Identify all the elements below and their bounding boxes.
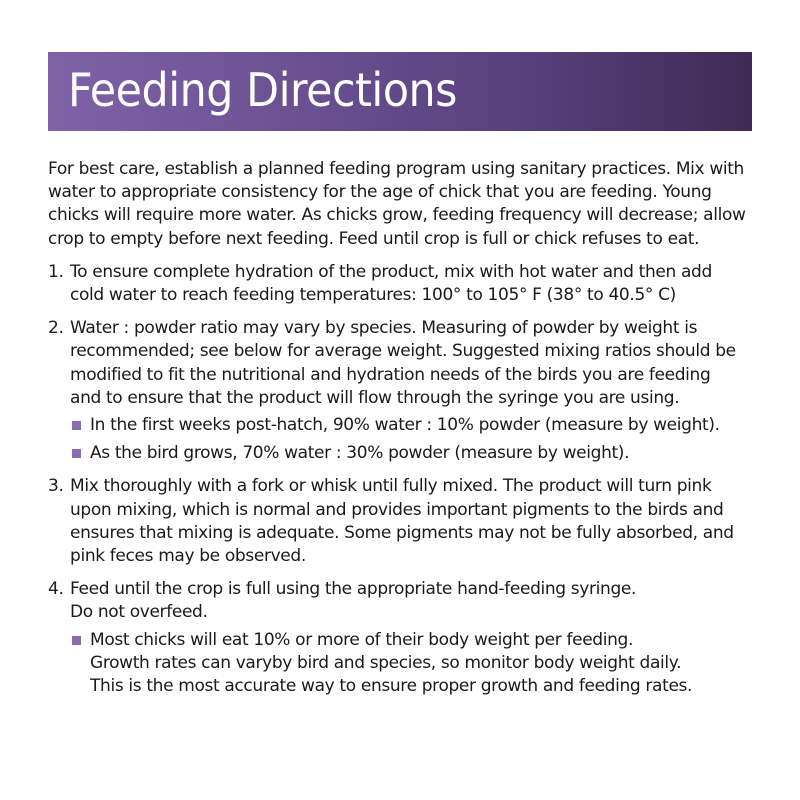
step-line: ensures that mixing is adequate. Some pigments may not be fully absorbed, and <box>70 522 734 543</box>
sub-bullet-list <box>70 629 768 699</box>
square-bullet-icon <box>72 421 81 430</box>
step-1 <box>48 261 768 307</box>
step-number: 2. <box>48 318 64 339</box>
intro-line: For best care, establish a planned feeding program using sanitary practices. Mix with <box>48 159 744 179</box>
step-line: Do not overfeed. <box>70 602 208 623</box>
step-number: 4. <box>48 579 64 600</box>
sub-bullet <box>70 414 768 437</box>
step-2 <box>48 317 768 465</box>
step-line: upon mixing, which is normal and provides important pigments to the birds and <box>70 499 724 520</box>
sub-bullet-line: As the bird grows, 70% water : 30% powder (measure by weight). <box>90 443 630 464</box>
intro-line: chicks will require more water. As chicks grow, feeding frequency will decrease; allow <box>48 205 746 226</box>
step-line: recommended; see below for average weight. Suggested mixing ratios should be <box>70 341 736 362</box>
square-bullet-icon <box>72 449 81 458</box>
intro-line: water to appropriate consistency for the age of chick that you are feeding. Young <box>48 182 712 203</box>
steps-list <box>48 261 768 698</box>
step-line: and to ensure that the product will flow through the syringe you are using. <box>70 387 680 408</box>
sub-bullet-line: In the first weeks post-hatch, 90% water : 10% powder (measure by weight). <box>90 415 720 436</box>
step-3 <box>48 475 768 568</box>
intro-line: crop to empty before next feeding. Feed until crop is full or chick refuses to eat. <box>48 228 700 249</box>
step-line: modified to fit the nutritional and hydration needs of the birds you are feeding <box>70 364 711 385</box>
page-title: Feeding Directions <box>68 63 458 117</box>
step-line: Feed until the crop is full using the appropriate hand-feeding syringe. <box>70 579 637 600</box>
sub-bullet-line: Most chicks will eat 10% or more of their body weight per feeding. <box>90 629 634 650</box>
step-line: Water : powder ratio may vary by species. Measuring of powder by weight is <box>70 318 698 339</box>
step-line: cold water to reach feeding temperatures: 100° to 105° F (38° to 40.5° C) <box>70 285 676 306</box>
sub-bullet-list <box>70 414 768 465</box>
step-number: 3. <box>48 476 64 497</box>
sub-bullet <box>70 629 768 699</box>
step-4 <box>48 578 768 698</box>
sub-bullet-line: This is the most accurate way to ensure proper growth and feeding rates. <box>90 676 693 697</box>
step-line: Mix thoroughly with a fork or whisk until fully mixed. The product will turn pink <box>70 476 712 497</box>
feeding-directions-body <box>48 158 768 708</box>
header-banner <box>48 52 752 131</box>
step-line: To ensure complete hydration of the product, mix with hot water and then add <box>70 261 712 282</box>
step-number: 1. <box>48 261 64 282</box>
sub-bullet <box>70 442 768 465</box>
intro-paragraph <box>48 158 768 251</box>
square-bullet-icon <box>72 636 81 645</box>
step-line: pink feces may be observed. <box>70 546 306 567</box>
sub-bullet-line: Growth rates can varyby bird and species, so monitor body weight daily. <box>90 652 682 673</box>
